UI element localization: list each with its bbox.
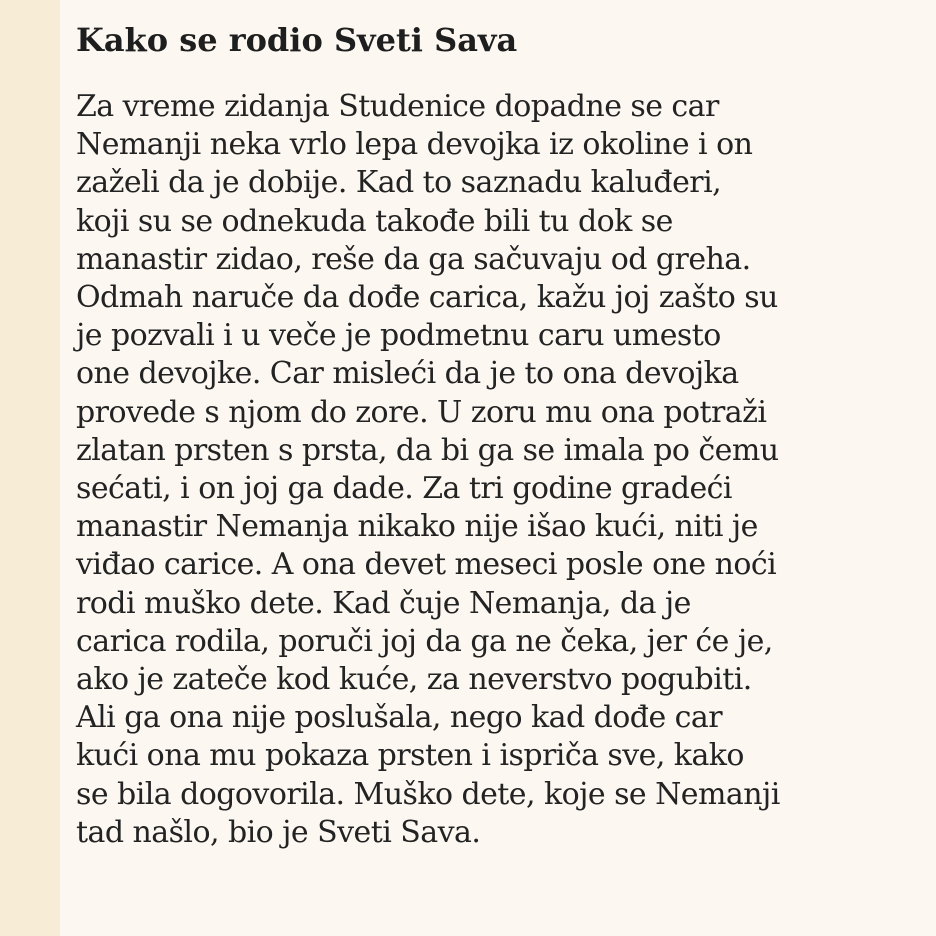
body-line: zlatan prsten s prsta, da bi ga se imala po čemu (76, 432, 779, 468)
body-line: sećati, i on joj ga dade. Za tri godine gradeći (76, 471, 732, 507)
body-line: tad našlo, bio je Sveti Sava. (76, 814, 481, 850)
body-line: provede s njom do zore. U zoru mu ona potraži (76, 394, 767, 430)
body-line: rodi muško dete. Kad čuje Nemanja, da je (76, 585, 691, 621)
article-title: Kako se rodio Sveti Sava (76, 21, 518, 59)
body-line: se bila dogovorila. Muško dete, koje se Nemanji (76, 776, 780, 812)
body-line: je pozvali i u veče je podmetnu caru umesto (76, 318, 721, 354)
body-line: manastir Nemanja nikako nije išao kući, niti je (76, 509, 758, 545)
body-line: viđao carice. A ona devet meseci posle one noći (76, 547, 777, 583)
body-line: zaželi da je dobije. Kad to saznadu kaluđeri, (76, 165, 722, 201)
page-margin-strip (0, 0, 60, 936)
body-line: Nemanji neka vrlo lepa devojka iz okoline i on (76, 127, 753, 163)
body-line: koji su se odnekuda takođe bili tu dok se (76, 203, 673, 239)
body-line: Ali ga ona nije poslušala, nego kad dođe car (76, 700, 723, 736)
body-line: carica rodila, poruči joj da ga ne čeka, jer će je, (76, 623, 773, 659)
article-body (76, 88, 780, 852)
body-line: Za vreme zidanja Studenice dopadne se car (76, 89, 719, 124)
body-line: one devojke. Car misleći da je to ona devojka (76, 356, 739, 392)
body-line: Odmah naruče da dođe carica, kažu joj zašto su (76, 280, 778, 316)
body-line: kući ona mu pokaza prsten i ispriča sve, kako (76, 738, 744, 774)
body-line: manastir zidao, reše da ga sačuvaju od greha. (76, 241, 751, 277)
body-line: ako je zateče kod kuće, za neverstvo pogubiti. (76, 662, 752, 698)
